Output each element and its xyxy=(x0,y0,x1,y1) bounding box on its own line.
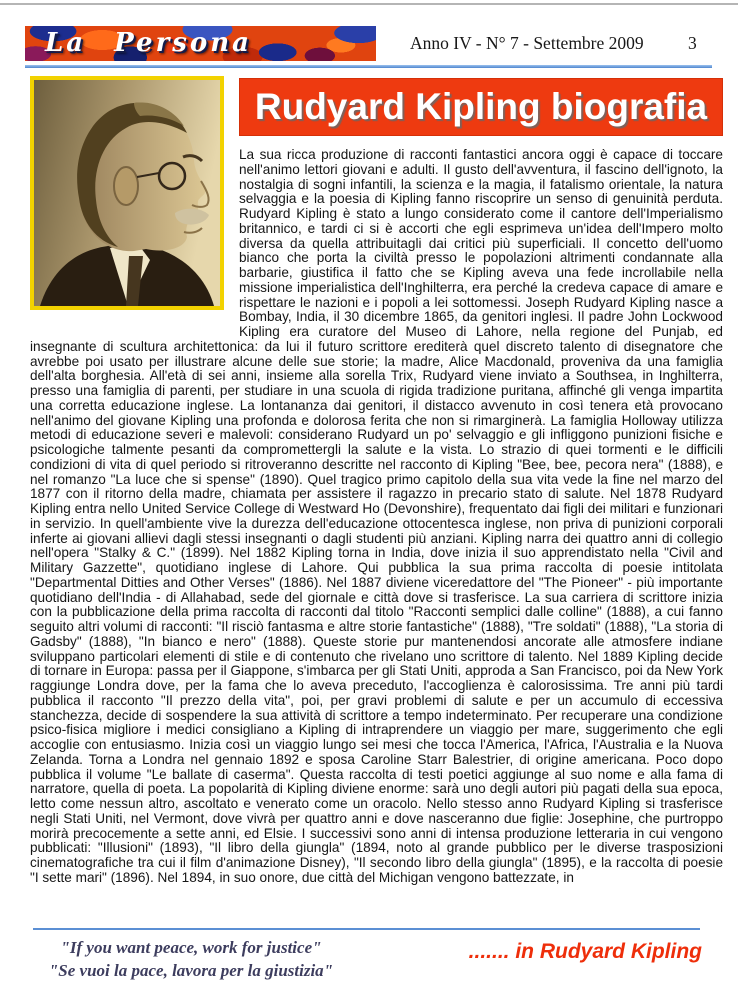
quote-italian: "Se vuoi la pace, lavora per la giustizia" xyxy=(48,961,334,980)
article-title-banner: Rudyard Kipling biografia xyxy=(239,78,723,136)
portrait-illustration xyxy=(34,80,220,306)
article xyxy=(30,76,723,886)
footer-signature: ....... in Rudyard Kipling xyxy=(468,940,702,963)
article-body-text: La sua ricca produzione di racconti fantastici ancora oggi è capace di toccare nell'animo lettori giovani e adulti. Il gusto dell'avventura, il fascino dell'ignoto, la nostalgia di sogni infantili, la scienza e la magia, il fatalismo orientale, la natura selvaggia e la poesia di Kipling fanno riscoprire un senso di genuinità perduta. Rudyard Kipling è stato a lungo considerato come il cantore dell'Imperialismo britannico, e tardi ci si è accorti che egli esprimeva un'idea dell'Impero molto diversa da quella attribuitagli dai critici più superficiali. Il concetto dell'uomo bianco che porta la civiltà presso le popolazioni altrimenti condannate alla barbarie, giustifica il fatto che se Kipling aveva una fede incrollabile nella missione imperialistica dell'Inghilterra, era perché la credeva capace di amare e rispettare le nazioni e i popoli a lei sottomessi. Joseph Rudyard Kipling nasce a Bombay, India, il 30 dicembre 1865, da genitori inglesi. Il padre John Lockwood Kipling era curatore del Museo di Lahore, nella regione del Punjab, ed insegnante di scultura architettonica: da lui il futuro scrittore erediterà quel discreto talento di disegnatore che avrebbe poi usato per illustrare alcune delle sue storie; la madre, Alice Macdonald, proveniva da una famiglia dell'alta borghesia. All'età di sei anni, insieme alla sorella Trix, Rudyard viene inviato a Southsea, in Inghilterra, presso una famiglia di parenti, per studiare in una scuola di rigida tradizione puritana, affinché gli venga impartita una corretta educazione inglese. La lontananza dai genitori, il distacco avvenuto in così tenera età provocano nell'animo del giovane Kipling una profonda e dolorosa ferita che non si rimarginerà. La famiglia Holloway utilizza metodi di educazione severi e malevoli: considerano Rudyard un po' selvaggio e gli infliggono punizioni fisiche e psicologiche talmente pesanti da compromettergli la salute e la vista. Lo strazio di quei tormenti e le difficili condizioni di vita di quel periodo si ritroveranno descritte nel racconto di Kipling "Bee, bee, pecora nera" (1888), e nel romanzo "La luce che si spense" (1890). Quel tragico primo capitolo della sua vita vede la fine nel marzo del 1877 con il ritorno della madre, chiamata per assistere il ragazzo in precario stato di salute. Nel 1878 Rudyard Kipling entra nello United Service College di Westward Ho (Devonshire), frequentato dai figli dei militari e funzionari in servizio. In quell'ambiente vive la durezza dell'educazione ottocentesca inglese, non priva di punizioni corporali inferte ai giovani allievi dagli stessi insegnanti o dagli studenti più anziani. Kipling narra dei quattro anni di collegio nell'opera "Stalky & C." (1899). Nel 1882 Kipling torna in India, dove inizia il suo apprendistato nella "Civil and Military Gazzette", quotidiano inglese di Lahore. Qui pubblica la sua prima raccolta di poesie intitolata "Departmental Ditties and Other Verses" (1886). Nel 1887 diviene viceredattore del "The Pioneer" - più importante quotidiano dell'India - di Allahabad, sede del giornale e città dove si trasferisce. La sua carriera di scrittore inizia con la pubblicazione della prima raccolta di racconti dal titolo "Racconti semplici dalle colline" (1888), a cui fanno seguito altri volumi di racconti: "Il risciò fantasma e altre storie fantastiche" (1888), "Tre soldati" (1888), "La storia di Gadsby" (1888), "In bianco e nero" (1888). Queste storie pur mantenendosi ancorate alle atmosfere indiane sviluppano particolari elementi di stile e di contenuto che rivelano uno scrittore di talento. Nel 1889 Kipling decide di tornare in Europa: passa per il Giappone, s'imbarca per gli Stati Uniti, approda a San Francisco, poi da New York raggiunge Londra dove, per la fama che lo aveva preceduto, l'accoglienza è calorosissima. Tre anni più tardi pubblica il racconto "Il prezzo della vita", poi, per gravi problemi di salute e per un accumulo di eccessiva stanchezza, decide di sospendere la sua attività di scrittore a tempo indeterminato. Per recuperare una condizione psico-fisica migliore i medici consigliano a Kipling di intraprendere un viaggio per mare, suggerimento che egli accoglie con entusiasmo. Inizia così un viaggio lungo sei mesi che tocca l'America, l'Africa, l'Australia e la Nuova Zelanda. Torna a Londra nel gennaio 1892 e sposa Caroline Starr Balestrier, di origine americana. Poco dopo pubblica il volume "Le ballate di caserma". Questa raccolta di testi poetici aggiunge al suo nome e alla fama di narratore, quella di poeta. La popolarità di Kipling diviene enorme: sarà uno degli autori più pagati della sua epoca, letto come nessun altro, ascoltato e venerato come un oracolo. Nello stesso anno Rudyard Kipling si trasferisce negli Stati Uniti, nel Vermont, dove vivrà per quattro anni e dove nasceranno due figlie: Josephine, che purtroppo morirà precocemente a sette anni, ed Elsie. I successivi sono anni di intensa produzione letteraria in cui vengono pubblicati: "Illusioni" (1893), "Il libro della giungla" (1894, noto al grande pubblico per le diverse trasposizioni cinematografiche tra cui il film d'animazione Disney), "Il secondo libro della giungla" (1895), e la raccolta di poesie "I sette mari" (1896). Nel 1894, in suo onore, due città del Michigan vengono battezzate, in xyxy=(30,147,723,885)
kipling-portrait-photo xyxy=(30,76,224,310)
header-divider xyxy=(25,65,712,68)
top-divider xyxy=(0,3,738,5)
page-number: 3 xyxy=(688,33,697,53)
quote-english: "If you want peace, work for justice" xyxy=(60,938,322,957)
magazine-logo: La Persona xyxy=(25,26,376,61)
issue-info: Anno IV - N° 7 - Settembre 2009 xyxy=(410,33,644,53)
footer-quotes xyxy=(36,936,346,982)
footer-divider xyxy=(33,928,700,930)
